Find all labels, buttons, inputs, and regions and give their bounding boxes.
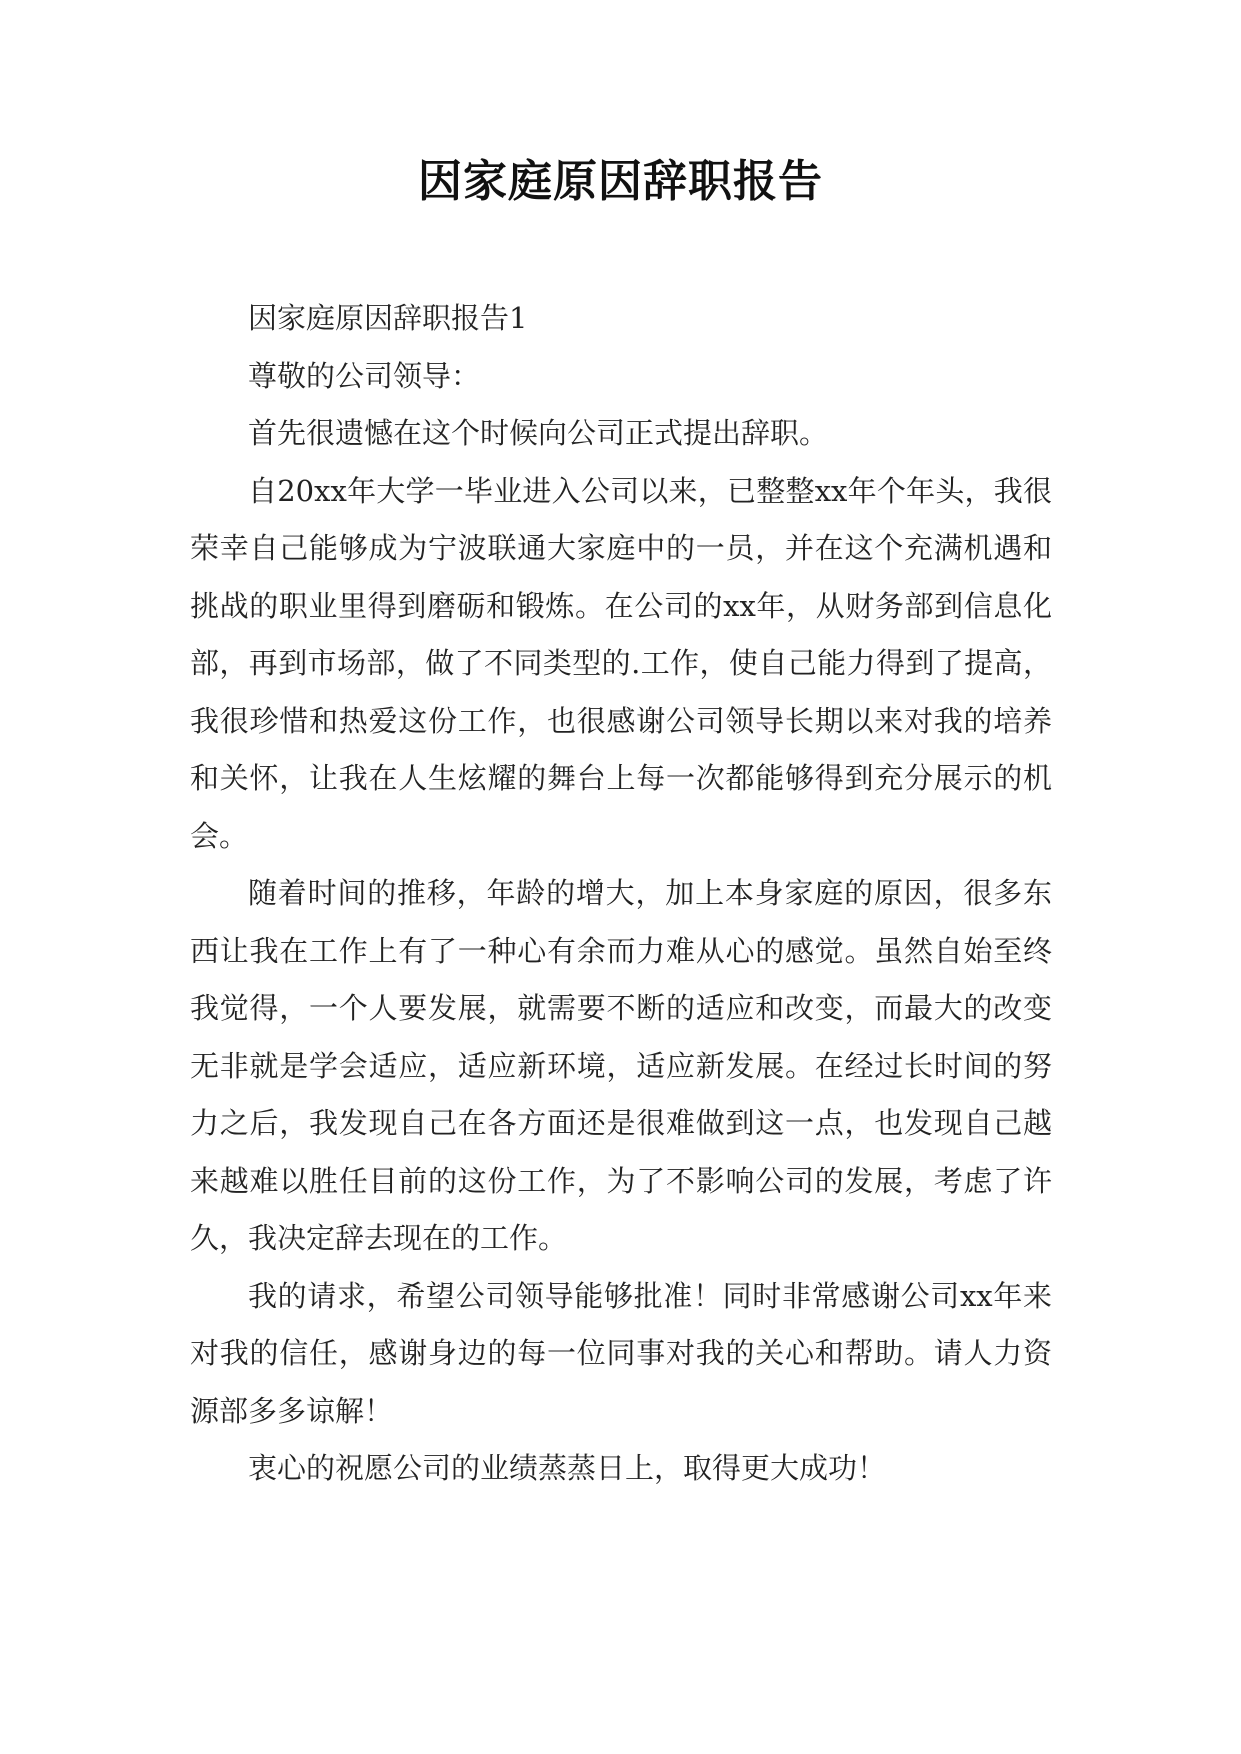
report-heading: 因家庭原因辞职报告1 <box>248 301 528 335</box>
document-body <box>190 290 1052 1498</box>
body-paragraph: 首先很遗憾在这个时候向公司正式提出辞职。 <box>248 416 829 450</box>
body-paragraph: 自20xx年大学一毕业进入公司以来，已整整xx年个年头，我很荣幸自己能够成为宁波联通大家庭中的一员，并在这个充满机遇和挑战的职业里得到磨砺和锻炼。在公司的xx年，从财务部到信息化部，再到市场部，做了不同类型的.工作，使自己能力得到了提高，我很珍惜和热爱这份工作，也很感谢公司领导长期以来对我的培养和关怀，让我在人生炫耀的舞台上每一次都能够得到充分展示的机会。 <box>190 473 1052 853</box>
body-paragraph: 随着时间的推移，年龄的增大，加上本身家庭的原因，很多东西让我在工作上有了一种心有余而力难从心的感觉。虽然自始至终我觉得，一个人要发展，就需要不断的适应和改变，而最大的改变无非就是学会适应，适应新环境，适应新发展。在经过长时间的努力之后，我发现自己在各方面还是很难做到这一点，也发现自己越来越难以胜任目前的这份工作，为了不影响公司的发展，考虑了许久，我决定辞去现在的工作。 <box>190 876 1052 1255</box>
body-paragraph: 我的请求，希望公司领导能够批准！同时非常感谢公司xx年来对我的信任，感谢身边的每一位同事对我的关心和帮助。请人力资源部多多谅解！ <box>190 1278 1052 1428</box>
salutation: 尊敬的公司领导： <box>248 358 481 393</box>
closing-paragraph: 衷心的祝愿公司的业绩蒸蒸日上，取得更大成功！ <box>248 1451 887 1485</box>
document-title: 因家庭原因辞职报告 <box>418 156 823 207</box>
